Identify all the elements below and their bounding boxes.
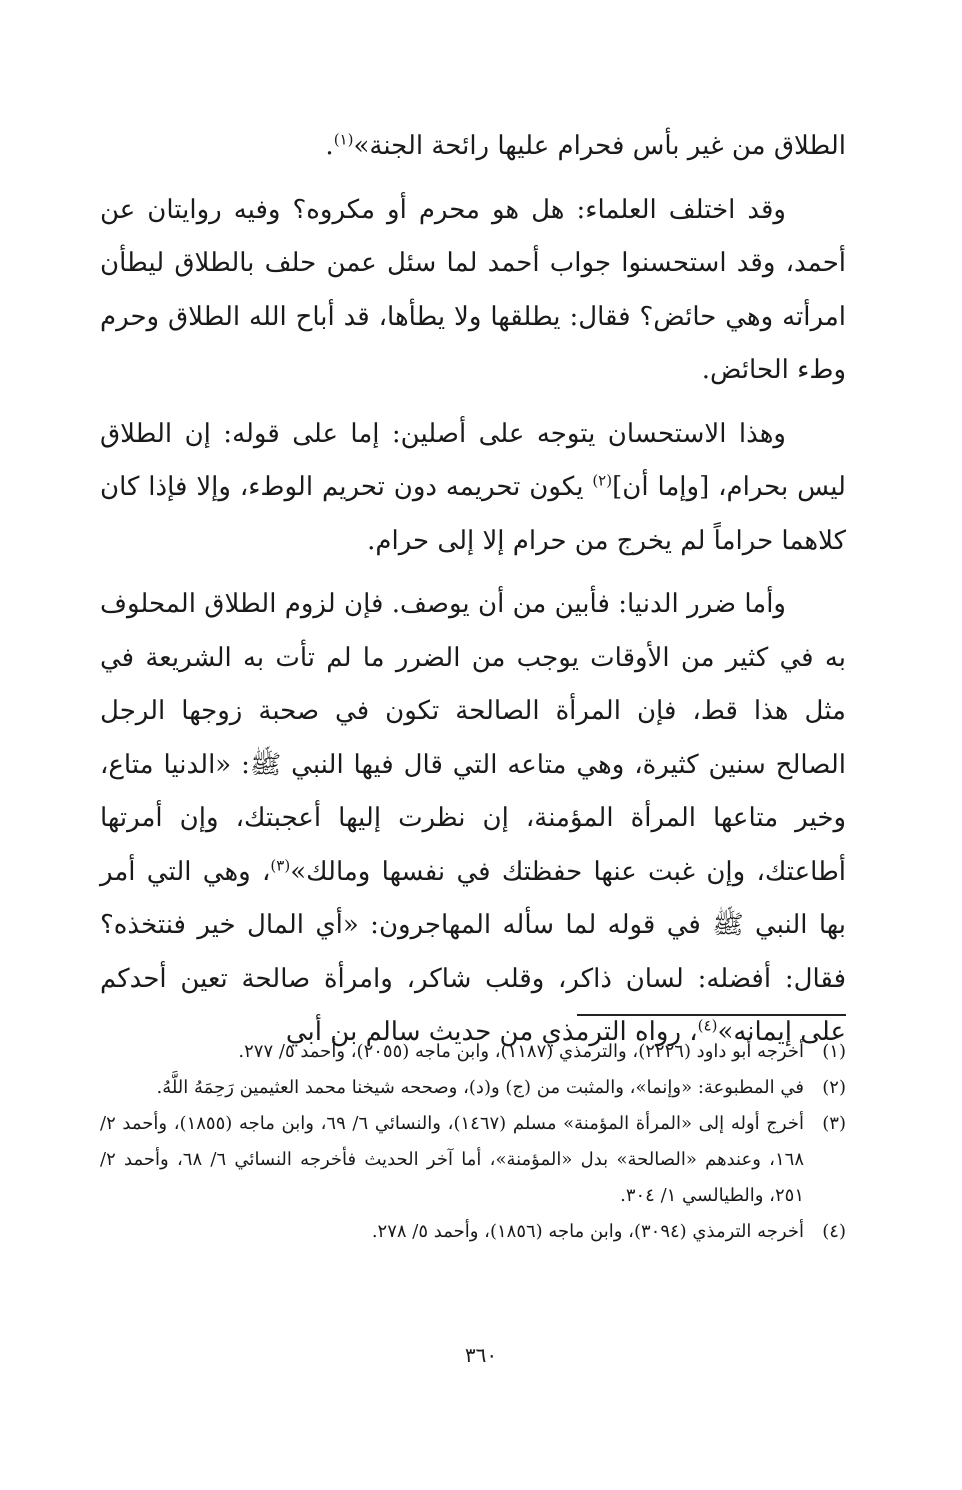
paragraph-3-text-a: وهذا الاستحسان يتوجه على أصلين: إما على قوله: إن الطلاق ليس بحرام، [وإما أن] [100,418,846,502]
footnote-ref-2[interactable]: (٢) [592,471,613,490]
paragraph-3 [100,408,846,569]
page-number: ٣٦٠ [464,1343,498,1367]
footnote-text: أخرج أوله إلى «المرأة المؤمنة» مسلم (١٤٦٧)، والنسائي ٦/ ٦٩، وابن ماجه (١٨٥٥)، وأحمد ٢/ ١٦٨، وعندهم «الصالحة» بدل «المؤمنة»، أما آخر الحديث فأخرجه النسائي ٦/ ٦٨، وأحمد ٢/ ٢٥١، والطيالسي ١/ ٣٠٤. [100,1113,804,1206]
footnote-text: أخرجه أبو داود (٢٢٢٦)، والترمذي (١١٨٧)، وابن ماجه (٢٠٥٥)، وأحمد ٥/ ٢٧٧. [238,1041,804,1062]
paragraph-4-text-b: ، وهي التي أمر بها النبي ﷺ في قوله لما سأله المهاجرون: «أي المال خير فنتخذه؟ فقال: أفضله: لسان ذاكر، وقلب شاكر، وامرأة صالحة تعين أحدكم على إيمانه» [100,856,846,1047]
paragraph-3-text-b: يكون تحريمه دون تحريم الوطء، وإلا فإذا كان كلاهما حراماً لم يخرج من حرام إلا إلى حرام. [100,472,846,556]
footnotes [100,1034,846,1250]
footnote-text: أخرجه الترمذي (٣٠٩٤)، وابن ماجه (١٨٥٦)، وأحمد ٥/ ٢٧٨. [371,1221,804,1242]
footnote-3 [100,1106,846,1214]
footnote-ref-1[interactable]: (١) [333,130,354,149]
paragraph-4 [100,578,846,1060]
footnote-ref-3[interactable]: (٣) [270,855,291,874]
footnote-number: (١) [822,1041,846,1062]
footnote-separator [577,1014,846,1016]
paragraph-2 [100,184,846,398]
paragraph-1 [100,120,846,174]
footnote-number: (٤) [822,1221,846,1242]
paragraph-2-text: وقد اختلف العلماء: هل هو محرم أو مكروه؟ وفيه روايتان عن أحمد، وقد استحسنوا جواب أحمد لما سئل عمن حلف بالطلاق ليطأن امرأته وهي حائض؟ فقال: يطلقها ولا يطأها، قد أباح الله الطلاق وحرم وطء الحائض. [100,194,846,385]
paragraph-1-text-a: الطلاق من غير بأس فحرام عليها رائحة الجنة» [353,131,846,161]
footnote-2 [100,1070,846,1106]
footnote-number: (٢) [822,1077,846,1098]
footnote-text: في المطبوعة: «وإنما»، والمثبت من (ج) و(د)، وصححه شيخنا محمد العثيمين رَحِمَهُ اللَّهُ. [156,1077,804,1098]
paragraph-4-text-a: وأما ضرر الدنيا: فأبين من أن يوصف. فإن لزوم الطلاق المحلوف به في كثير من الأوقات يوجب من الضرر ما لم تأت به الشريعة في مثل هذا قط، فإن المرأة الصالحة تكون في صحبة زوجها الرجل الصالح سنين كثيرة، وهي متاعه التي قال فيها النبي ﷺ: «الدنيا متاع، وخير متاعها المرأة المؤمنة، إن نظرت إليها أعجبتك، وإن أمرتها أطاعتك، وإن غبت عنها حفظتك في نفسها ومالك» [100,589,847,887]
footnote-1 [100,1034,846,1070]
footnote-4 [100,1214,846,1250]
footnote-number: (٣) [822,1113,846,1134]
main-text [100,120,846,1060]
paragraph-1-text-b: . [325,131,334,161]
paragraph-4-text-c: ، رواه الترمذي من حديث سالم بن أبي [285,1017,698,1047]
footnote-ref-4[interactable]: (٤) [697,1016,718,1035]
